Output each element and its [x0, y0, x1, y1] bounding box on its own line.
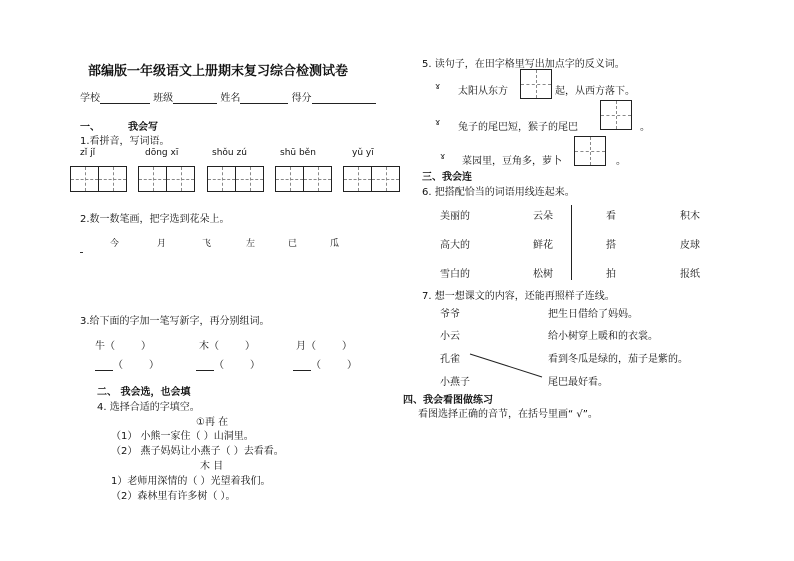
- writing-grid-3[interactable]: [207, 166, 264, 192]
- q6-left-a-1[interactable]: 美丽的: [440, 211, 470, 222]
- q5-text: 5. 读句子，在田字格里写出加点字的反义词。: [422, 59, 625, 70]
- bullet-icon: ɤ: [435, 118, 441, 128]
- section-2-heading: 二、 我会选，也会填: [97, 387, 191, 398]
- writing-grid-2[interactable]: [138, 166, 195, 192]
- q7-example-line: [468, 348, 548, 382]
- q4-line-1: （1） 小熊一家住（ ）山洞里。: [111, 431, 254, 442]
- stroke-char-1: 今: [110, 239, 120, 249]
- class-blank[interactable]: [173, 93, 217, 104]
- pinyin-5: yǔ yī: [352, 148, 374, 158]
- pinyin-1: zǐ jǐ: [80, 148, 96, 158]
- antonym-grid-1[interactable]: [520, 69, 552, 99]
- q5-row-1-b: 起，从西方落下。: [555, 86, 635, 97]
- new-word-blank-3[interactable]: （ ）: [293, 356, 357, 371]
- q7-phrase-4[interactable]: 尾巴最好看。: [548, 377, 608, 388]
- section-3-heading: 三、我会连: [422, 172, 472, 183]
- add-stroke-char-3: 月（ ）: [296, 341, 352, 352]
- section-1-title: 我会写: [128, 122, 158, 133]
- bullet-icon: ɤ: [435, 82, 441, 92]
- writing-grid-5[interactable]: [343, 166, 400, 192]
- name-label: 姓名: [220, 93, 241, 104]
- q6-left-b-2[interactable]: 鲜花: [533, 240, 553, 251]
- info-line: [80, 89, 376, 104]
- school-blank[interactable]: [100, 93, 150, 104]
- name-blank[interactable]: [240, 93, 288, 104]
- q6-left-a-2[interactable]: 高大的: [440, 240, 470, 251]
- q5-row-3-b: 。: [616, 156, 626, 167]
- q1-text: 1.看拼音，写词语。: [80, 136, 170, 147]
- new-word-blank-2[interactable]: （ ）: [196, 356, 260, 371]
- class-label: 班级: [153, 93, 174, 104]
- q6-left-a-3[interactable]: 雪白的: [440, 269, 470, 280]
- pinyin-2: dōng xī: [145, 148, 179, 158]
- stroke-char-3: 飞: [202, 239, 212, 249]
- q4-line-3: 1）老师用深情的（ ）光望着我们。: [111, 476, 271, 487]
- q6-right-b-1[interactable]: 积木: [680, 211, 700, 222]
- q7-phrase-2[interactable]: 给小树穿上暖和的衣裳。: [548, 331, 658, 342]
- q3-text: 3.给下面的字加一笔写新字，再分别组词。: [80, 316, 270, 327]
- section-1-num: 一、: [80, 122, 100, 133]
- q5-row-3-a: 菜园里，豆角多，萝卜: [462, 156, 562, 167]
- section-1-heading: [80, 118, 158, 133]
- stroke-char-5: 已: [288, 239, 298, 249]
- bullet-icon: ɤ: [440, 152, 446, 162]
- q4-line-4: （2）森林里有许多树（ ）。: [111, 491, 236, 502]
- q7-name-3[interactable]: 孔雀: [440, 354, 460, 365]
- q5-row-2-b: 。: [640, 122, 650, 133]
- score-blank[interactable]: [312, 93, 376, 104]
- stroke-char-2: 月: [157, 239, 167, 249]
- page-title: 部编版一年级语文上册期末复习综合检测试卷: [88, 64, 349, 79]
- section-4-heading: 四、我会看图做练习: [403, 395, 493, 406]
- school-label: 学校: [80, 93, 100, 104]
- score-label: 得分: [291, 93, 312, 104]
- q4-line-2: （2） 燕子妈妈让小燕子（ ）去看看。: [111, 446, 284, 457]
- q6-right-a-3[interactable]: 拍: [606, 269, 616, 280]
- q6-left-b-3[interactable]: 松树: [533, 269, 553, 280]
- q7-text: 7. 想一想课文的内容，还能再照样子连线。: [422, 291, 615, 302]
- writing-grid-4[interactable]: [275, 166, 332, 192]
- q5-row-2-a: 兔子的尾巴短，猴子的尾巴: [458, 122, 578, 133]
- add-stroke-char-2: 木（ ）: [199, 341, 255, 352]
- q7-name-1[interactable]: 爷爷: [440, 309, 460, 320]
- q6-divider: [571, 205, 572, 280]
- stray-mark: [80, 252, 83, 253]
- writing-grid-1[interactable]: [70, 166, 127, 192]
- q7-phrase-1[interactable]: 把生日借给了妈妈。: [548, 309, 638, 320]
- q5-row-1-a: 太阳从东方: [458, 86, 508, 97]
- q2-text: 2.数一数笔画，把字选到花朵上。: [80, 214, 230, 225]
- q4-options-1: ①再 在: [196, 417, 229, 428]
- q4-text: 4. 选择合适的字填空。: [97, 402, 200, 413]
- q6-right-a-1[interactable]: 看: [606, 211, 616, 222]
- new-word-blank-1[interactable]: （ ）: [95, 356, 159, 371]
- q7-name-4[interactable]: 小燕子: [440, 377, 470, 388]
- q6-text: 6. 把搭配恰当的词语用线连起来。: [422, 187, 575, 198]
- pinyin-4: shū běn: [280, 148, 316, 158]
- section-4-question: 看图选择正确的音节，在括号里画“ √”。: [418, 409, 598, 420]
- stroke-char-6: 瓜: [330, 239, 340, 249]
- q7-name-2[interactable]: 小云: [440, 331, 460, 342]
- antonym-grid-3[interactable]: [574, 136, 606, 166]
- pinyin-3: shǒu zú: [212, 148, 247, 158]
- add-stroke-char-1: 牛（ ）: [95, 341, 151, 352]
- q4-options-2: 木 目: [200, 461, 224, 472]
- antonym-grid-2[interactable]: [600, 100, 632, 130]
- q6-right-a-2[interactable]: 搭: [606, 240, 616, 251]
- stroke-char-4: 左: [246, 239, 256, 249]
- q6-left-b-1[interactable]: 云朵: [533, 211, 553, 222]
- q6-right-b-2[interactable]: 皮球: [680, 240, 700, 251]
- q6-right-b-3[interactable]: 报纸: [680, 269, 700, 280]
- q7-phrase-3[interactable]: 看到冬瓜是绿的，茄子是紫的。: [548, 354, 688, 365]
